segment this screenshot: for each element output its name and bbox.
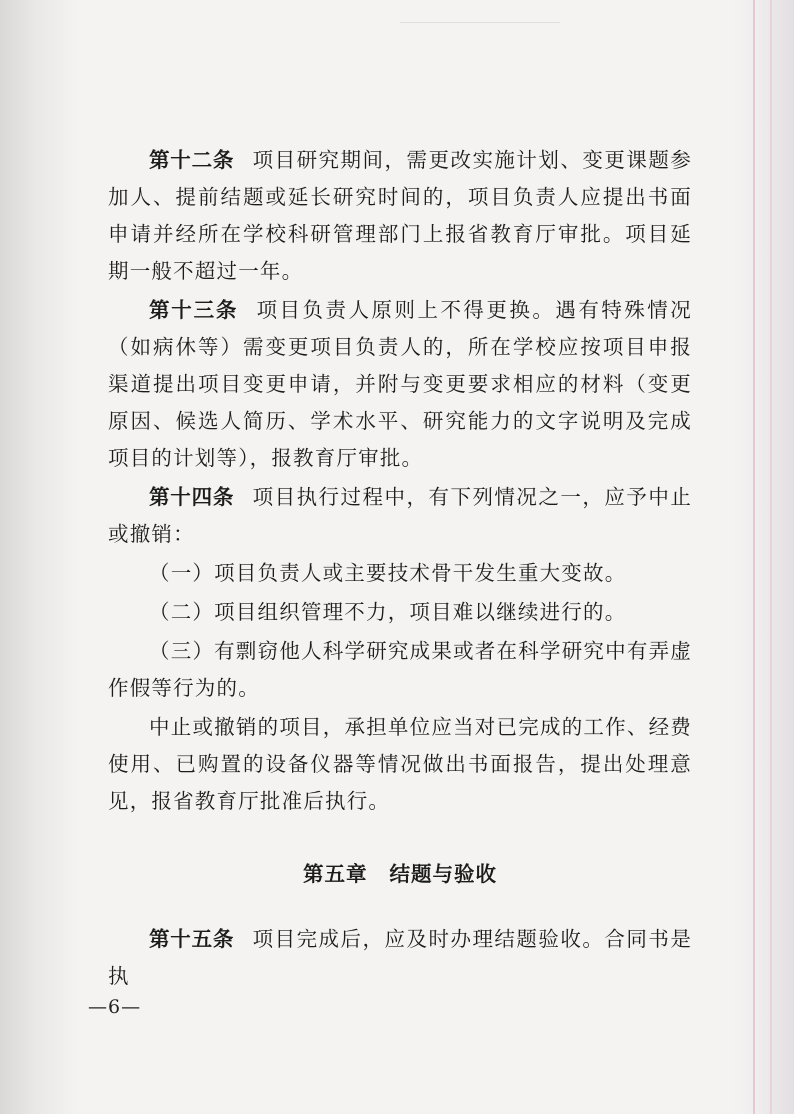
closing-paragraph: 中止或撤销的项目，承担单位应当对已完成的工作、经费使用、已购置的设备仪器等情况做出书面报告，提出处理意见，报省教育厅批准后执行。 — [108, 715, 692, 813]
article-text: 项目研究期间，需更改实施计划、变更课题参加人、提前结题或延长研究时间的，项目负责人应提出书面申请并经所在学校科研管理部门上报省教育厅审批。项目延期一般不超过一年。 — [108, 148, 693, 283]
chapter-heading — [108, 856, 692, 893]
article-14 — [108, 479, 692, 553]
scan-shadow-left — [0, 0, 78, 1114]
article-number: 第十四条 — [149, 485, 235, 509]
scan-top-artifact — [400, 0, 560, 23]
page-number: —6— — [88, 996, 142, 1018]
article-text: 项目完成后，应及时办理结题验收。合同书是执 — [108, 927, 693, 988]
article-number: 第十三条 — [149, 298, 239, 322]
article-13 — [108, 292, 692, 477]
article-text: 项目执行过程中，有下列情况之一，应予中止或撤销： — [108, 485, 693, 546]
clause-3: （三）有剽窃他人科学研究成果或者在科学研究中有弄虚作假等行为的。 — [108, 639, 692, 700]
article-15 — [108, 921, 692, 995]
article-text: 项目负责人原则上不得更换。遇有特殊情况（如病休等）需变更项目负责人的，所在学校应按项目申报渠道提出项目变更申请，并附与变更要求相应的材料（变更原因、候选人简历、学术水平、研究能力的文字说明及完成项目的计划等），报教育厅审批。 — [108, 298, 692, 470]
article-12 — [108, 142, 692, 290]
clause-1: （一）项目负责人或主要技术骨干发生重大变故。 — [149, 561, 627, 585]
chapter-title: 结题与验收 — [389, 862, 497, 886]
article-number: 第十二条 — [149, 148, 235, 172]
document-body — [108, 142, 692, 997]
scan-shadow-right — [734, 0, 794, 1114]
scan-edge-line — [753, 0, 755, 1114]
scan-edge-line — [770, 0, 772, 1114]
article-number: 第十五条 — [149, 927, 235, 951]
clause-2: （二）项目组织管理不力，项目难以继续进行的。 — [149, 600, 627, 624]
chapter-number: 第五章 — [303, 862, 368, 886]
